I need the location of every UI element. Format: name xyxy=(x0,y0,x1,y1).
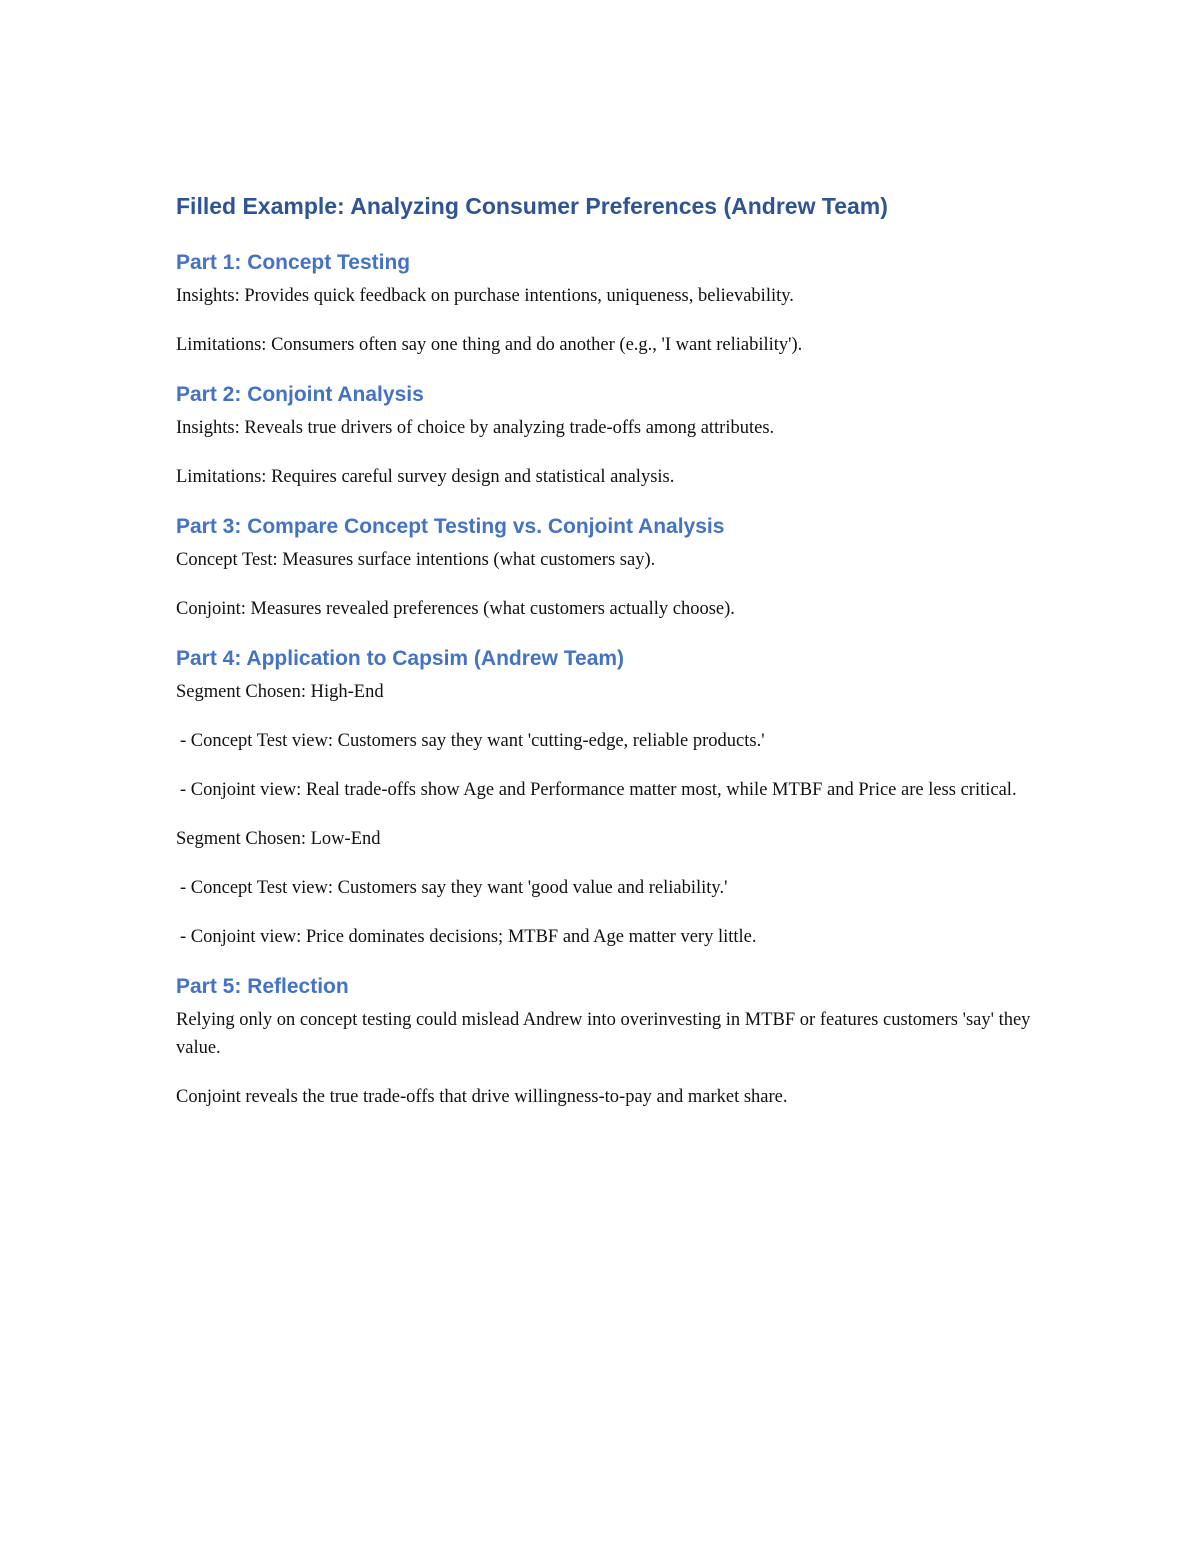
section-heading: Part 1: Concept Testing xyxy=(176,251,411,274)
section-heading: Part 5: Reflection xyxy=(176,975,349,998)
section-part-3 xyxy=(176,512,1036,623)
bullet-conjoint-high-end: - Conjoint view: Real trade-offs show Age and Performance matter most, while MTBF and Price are less critical. xyxy=(180,780,1017,800)
paragraph-limitations: Limitations: Consumers often say one thing and do another (e.g., 'I want reliability'). xyxy=(176,335,803,355)
paragraph-insights: Insights: Provides quick feedback on purchase intentions, uniqueness, believability. xyxy=(176,286,794,306)
section-part-5 xyxy=(176,972,1036,1111)
paragraph-segment-high-end: Segment Chosen: High-End xyxy=(176,682,384,702)
section-part-4 xyxy=(176,644,1036,951)
section-heading: Part 3: Compare Concept Testing vs. Conjoint Analysis xyxy=(176,515,725,538)
section-heading: Part 2: Conjoint Analysis xyxy=(176,383,424,406)
paragraph-reflection-2: Conjoint reveals the true trade-offs that drive willingness-to-pay and market share. xyxy=(176,1087,788,1107)
bullet-concept-test-high-end: - Concept Test view: Customers say they want 'cutting-edge, reliable products.' xyxy=(180,731,765,751)
paragraph-conjoint: Conjoint: Measures revealed preferences (what customers actually choose). xyxy=(176,599,735,619)
paragraph-insights: Insights: Reveals true drivers of choice by analyzing trade-offs among attributes. xyxy=(176,418,775,438)
paragraph-limitations: Limitations: Requires careful survey design and statistical analysis. xyxy=(176,467,675,487)
section-part-2 xyxy=(176,380,1036,491)
bullet-concept-test-low-end: - Concept Test view: Customers say they want 'good value and reliability.' xyxy=(180,878,728,898)
paragraph-concept-test: Concept Test: Measures surface intentions (what customers say). xyxy=(176,550,656,570)
paragraph-reflection-1: Relying only on concept testing could mislead Andrew into overinvesting in MTBF or features customers 'say' they value. xyxy=(176,1010,1031,1058)
document-body xyxy=(176,190,1036,1132)
section-heading: Part 4: Application to Capsim (Andrew Team) xyxy=(176,647,625,670)
bullet-conjoint-low-end: - Conjoint view: Price dominates decisions; MTBF and Age matter very little. xyxy=(180,927,757,947)
section-part-1 xyxy=(176,248,1036,359)
document-title: Filled Example: Analyzing Consumer Preferences (Andrew Team) xyxy=(176,193,888,219)
paragraph-segment-low-end: Segment Chosen: Low-End xyxy=(176,829,381,849)
